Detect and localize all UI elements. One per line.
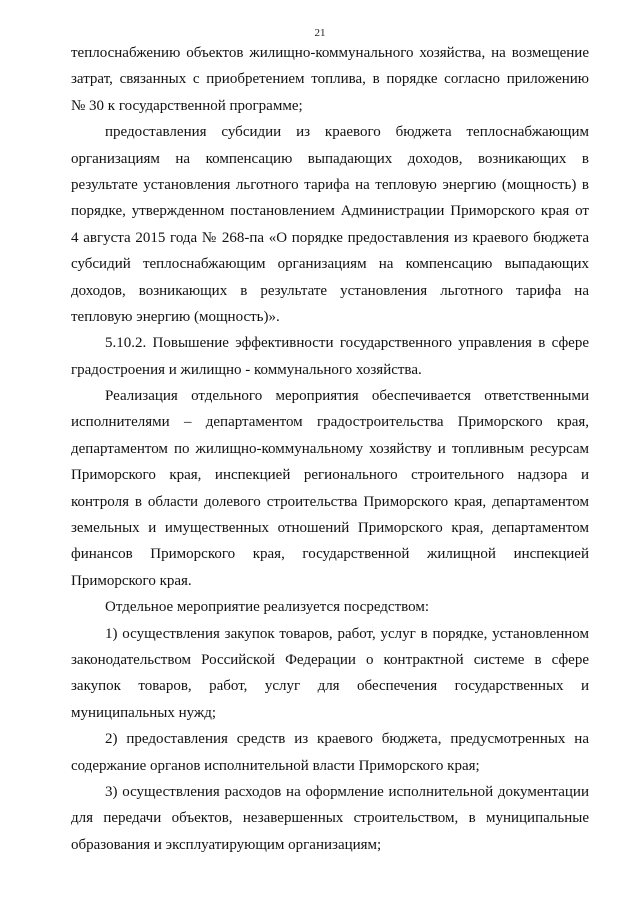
text-line: исполнителями – департаментом градостроительства Приморского края, (71, 414, 589, 431)
text-line: финансов Приморского края, государственной жилищной инспекцией (71, 546, 589, 563)
page-number: 21 (314, 27, 326, 39)
text-line: результате установления льготного тарифа на тепловую энергию (мощность) в (71, 176, 589, 193)
text-line: Приморского края, инспекцией регионального строительного надзора и (71, 467, 589, 484)
text-line: предоставления субсидии из краевого бюджета теплоснабжающим (105, 124, 589, 141)
text-line: тепловую энергию (мощность)». (71, 308, 280, 325)
text-line: № 30 к государственной программе; (71, 97, 303, 114)
text-line: Реализация отдельного мероприятия обеспечивается ответственными (105, 388, 589, 405)
text-line: порядке, утвержденном постановлением Администрации Приморского края от (71, 203, 589, 220)
text-line: затрат, связанных с приобретением топлива, в порядке согласно приложению (71, 71, 589, 88)
text-line: 5.10.2. Повышение эффективности государственного управления в сфере (105, 335, 589, 352)
text-line: теплоснабжению объектов жилищно-коммунального хозяйства, на возмещение (71, 45, 589, 61)
document-body (71, 40, 589, 858)
text-line: Приморского края. (71, 572, 192, 589)
text-line: субсидий теплоснабжающим организациям на компенсацию выпадающих (71, 256, 589, 273)
text-line: доходов, возникающих в результате установления льготного тарифа на (71, 282, 589, 299)
text-line: 1) осуществления закупок товаров, работ, услуг в порядке, установленном (105, 625, 589, 642)
text-line: градостроения и жилищно - коммунального хозяйства. (71, 361, 422, 378)
text-line: земельных и имущественных отношений Приморского края, департаментом (71, 520, 589, 537)
text-line: 3) осуществления расходов на оформление исполнительной документации (105, 783, 589, 800)
text-line: для передачи объектов, незавершенных строительством, в муниципальные (71, 810, 589, 827)
text-line: законодательством Российской Федерации о контрактной системе в сфере (71, 651, 589, 668)
text-line: образования и эксплуатирующим организациям; (71, 836, 382, 853)
text-line: содержание органов исполнительной власти Приморского края; (71, 757, 480, 774)
text-line: закупок товаров, работ, услуг для обеспечения государственных и (71, 678, 589, 695)
text-line: 4 августа 2015 года № 268-па «О порядке предоставления из краевого бюджета (71, 229, 589, 246)
text-line: департаментом по жилищно-коммунальному хозяйству и топливным ресурсам (71, 440, 589, 457)
text-line: муниципальных нужд; (71, 704, 217, 721)
text-line: контроля в области долевого строительства Приморского края, департаментом (71, 493, 589, 510)
text-line: 2) предоставления средств из краевого бюджета, предусмотренных на (105, 731, 589, 748)
text-line: организациям на компенсацию выпадающих доходов, возникающих в (71, 150, 589, 167)
text-line: Отдельное мероприятие реализуется посредством: (105, 599, 429, 616)
